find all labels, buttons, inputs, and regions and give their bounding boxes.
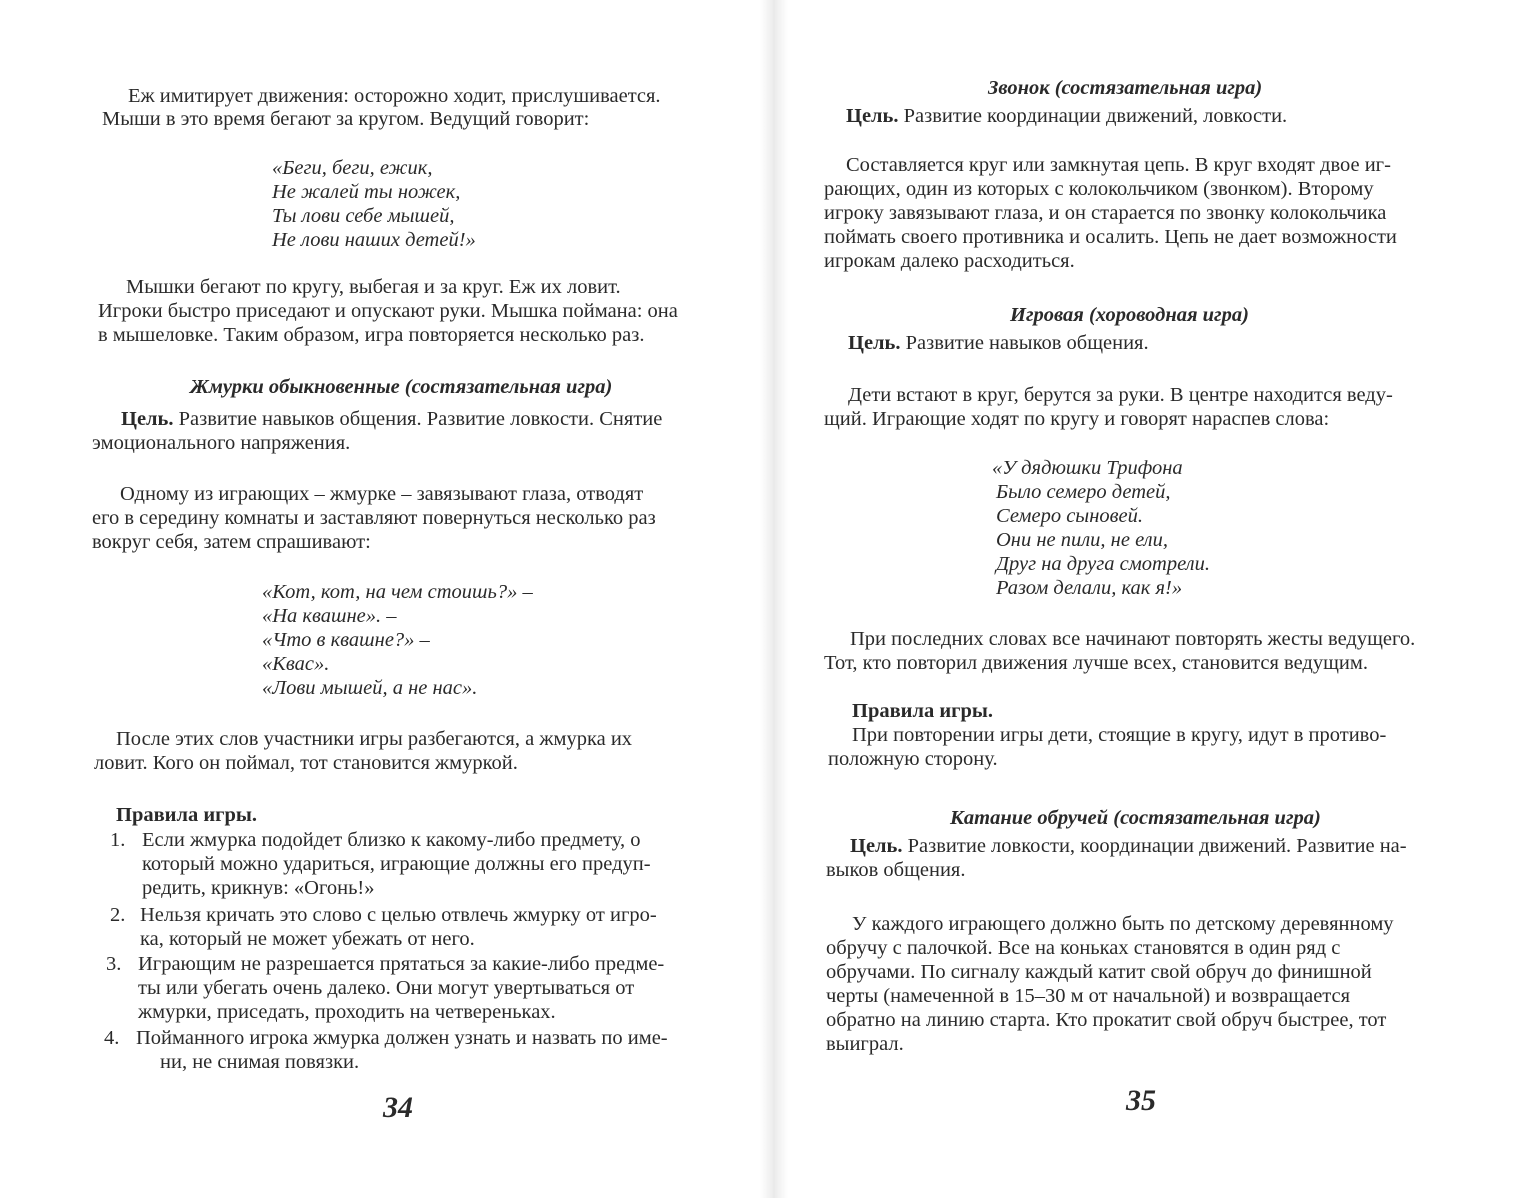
text-line: Мышки бегают по кругу, выбегая и за круг. Еж их ловит. <box>126 276 621 298</box>
goal-line <box>846 104 1287 128</box>
text-line: игрокам далеко расходиться. <box>824 250 1075 272</box>
section-title: Катание обручей (состязательная игра) <box>950 807 1321 829</box>
goal-text: Развитие навыков общения. Развитие ловкости. Снятие <box>178 408 663 430</box>
rule-line: который можно удариться, играющие должны его предуп- <box>142 853 651 875</box>
verse-line: Разом делали, как я!» <box>996 577 1183 599</box>
text-line: Игроки быстро приседают и опускают руки. Мышка поймана: она <box>98 300 678 322</box>
dialogue-line: «Квас». <box>262 653 330 675</box>
rules-title: Правила игры. <box>116 804 258 826</box>
text-line: После этих слов участники игры разбегаются, а жмурка их <box>116 728 633 750</box>
text-line: ловит. Кого он поймал, тот становится жмуркой. <box>94 752 518 774</box>
goal-text: Развитие навыков общения. <box>905 332 1149 354</box>
text-line: его в середину комнаты и заставляют повернуться несколько раз <box>92 507 656 529</box>
text-line: поймать своего противника и осалить. Цепь не дает возможности <box>824 226 1397 248</box>
verse-line: Они не пили, не ели, <box>996 529 1168 551</box>
goal-label: Цель. <box>121 408 174 430</box>
text-line: игроку завязывают глаза, и он старается по звонку колокольчика <box>824 202 1387 224</box>
rule-line: Нельзя кричать это слово с целью отвлечь жмурку от игро- <box>140 904 657 926</box>
section-title: Звонок (состязательная игра) <box>988 77 1263 99</box>
goal-text: Развитие координации движений, ловкости. <box>903 105 1288 127</box>
verse-line: Семеро сыновей. <box>996 505 1143 527</box>
verse-line: Не жалей ты ножек, <box>272 181 461 203</box>
rule-number: 2. <box>110 904 126 926</box>
text-line: выков общения. <box>826 859 966 881</box>
rule-line: положную сторону. <box>828 748 998 770</box>
text-line: в мышеловке. Таким образом, игра повторяется несколько раз. <box>98 324 645 346</box>
goal-label: Цель. <box>850 835 903 857</box>
verse-line: Друг на друга смотрели. <box>996 553 1210 575</box>
dialogue-line: «Что в квашне?» – <box>262 629 430 651</box>
text-line: У каждого играющего должно быть по детскому деревянному <box>852 913 1394 935</box>
rule-line: Пойманного игрока жмурка должен узнать и назвать по име- <box>136 1027 668 1049</box>
text-line: Дети встают в круг, берутся за руки. В центре находится веду- <box>848 384 1393 406</box>
text-line: выиграл. <box>826 1033 904 1055</box>
rule-line: Играющим не разрешается прятаться за какие-либо предме- <box>138 953 665 975</box>
rule-line: редить, крикнув: «Огонь!» <box>142 877 375 899</box>
section-title: Игровая (хороводная игра) <box>1010 304 1249 326</box>
text-line: обручу с палочкой. Все на коньках становятся в один ряд с <box>826 937 1341 959</box>
text-line: Еж имитирует движения: осторожно ходит, прислушивается. <box>128 85 661 107</box>
text-line: Составляется круг или замкнутая цепь. В круг входят двое иг- <box>846 154 1391 176</box>
text-line: рающих, один из которых с колокольчиком (звонком). Второму <box>824 178 1374 200</box>
goal-label: Цель. <box>846 105 899 127</box>
verse-line: Было семеро детей, <box>996 481 1171 503</box>
right-page <box>770 0 1540 1198</box>
verse-line: Ты лови себе мышей, <box>272 205 455 227</box>
section-title: Жмурки обыкновенные (состязательная игра) <box>190 376 613 398</box>
text-line: обратно на линию старта. Кто прокатит свой обруч быстрее, тот <box>826 1009 1387 1031</box>
rules-title: Правила игры. <box>852 700 994 722</box>
rule-line: ты или убегать очень далеко. Они могут увертываться от <box>138 977 635 999</box>
text-line: щий. Играющие ходят по кругу и говорят нараспев слова: <box>824 408 1330 430</box>
rule-line: ка, который не может убежать от него. <box>140 928 475 950</box>
goal-text: Развитие ловкости, координации движений. Развитие на- <box>907 835 1407 857</box>
text-line: Мыши в это время бегают за кругом. Ведущий говорит: <box>102 108 590 130</box>
dialogue-line: «Лови мышей, а не нас». <box>262 677 478 699</box>
rule-number: 1. <box>110 829 126 851</box>
text-line: вокруг себя, затем спрашивают: <box>92 531 371 553</box>
rule-line: При повторении игры дети, стоящие в кругу, идут в противо- <box>852 724 1387 746</box>
verse-line: «Беги, беги, ежик, <box>272 157 433 179</box>
text-line: черты (намеченной в 15–30 м от начальной) и возвращается <box>826 985 1351 1007</box>
text-line: эмоционального напряжения. <box>92 432 351 454</box>
goal-line <box>850 834 1407 858</box>
rule-line: ни, не снимая повязки. <box>160 1051 360 1073</box>
text-line: При последних словах все начинают повторять жесты ведущего. <box>850 628 1416 650</box>
text-line: обручами. По сигналу каждый катит свой обруч до финишной <box>826 961 1372 983</box>
page-number: 35 <box>1126 1084 1156 1117</box>
text-line: Тот, кто повторил движения лучше всех, становится ведущим. <box>824 652 1368 674</box>
page-number: 34 <box>383 1091 413 1124</box>
goal-label: Цель. <box>848 332 901 354</box>
text-line: Одному из играющих – жмурке – завязывают глаза, отводят <box>120 483 644 505</box>
verse-line: «У дядюшки Трифона <box>992 457 1183 479</box>
goal-line <box>121 407 662 431</box>
dialogue-line: «Кот, кот, на чем стоишь?» – <box>262 581 533 603</box>
rule-number: 3. <box>106 953 122 975</box>
goal-line <box>848 331 1149 355</box>
rule-line: Если жмурка подойдет близко к какому-либо предмету, о <box>142 829 641 851</box>
rule-line: жмурки, приседать, проходить на четвереньках. <box>138 1001 556 1023</box>
verse-line: Не лови наших детей!» <box>272 229 476 251</box>
rule-number: 4. <box>104 1027 120 1049</box>
dialogue-line: «На квашне». – <box>262 605 397 627</box>
